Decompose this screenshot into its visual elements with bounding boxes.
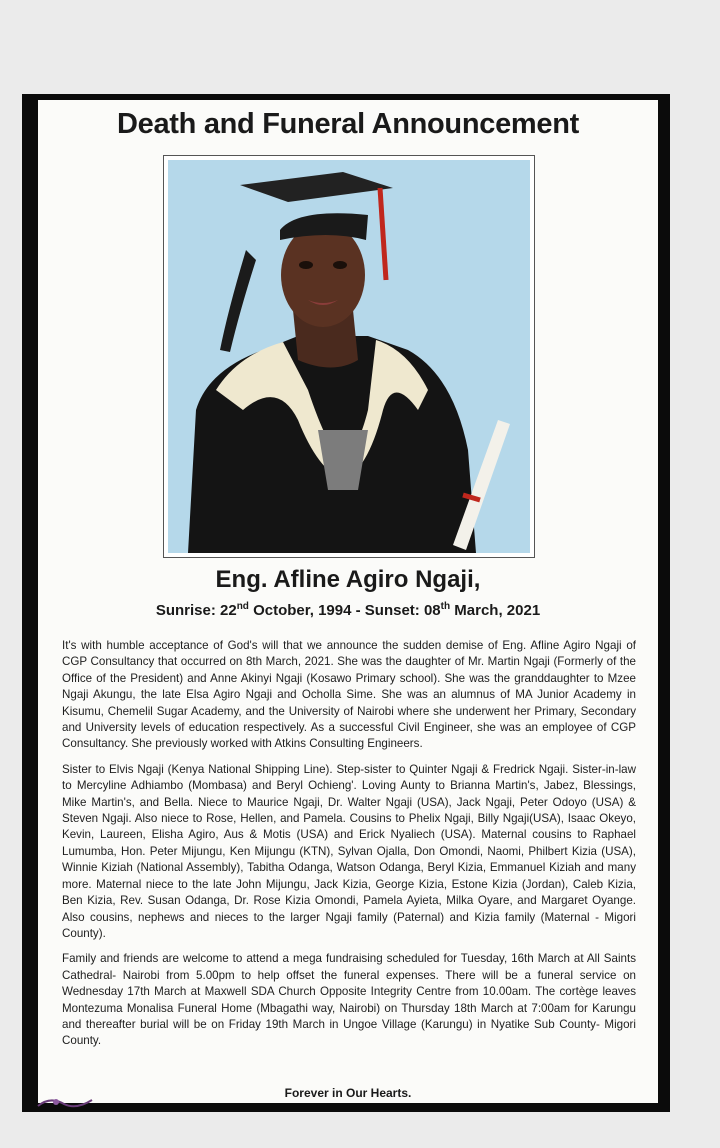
sunset-superscript: th: [440, 601, 451, 612]
obituary-paragraph: It's with humble acceptance of God's will that we announce the sudden demise of Eng. Afline Agiro Ngaji of CGP Consultancy that occurred on 8th March, 2021. She was the daughter of Mr. Martin Ngaji (Formerly of the Office of the President) and Anne Akinyi Ngaji (Kosawo Primary school). She was the granddaughter to Mzee Ngaji Akungu, the late Elsa Agiro Ngaji and Ocholla Sime. She was an alumnus of MA Junior Academy in Kisumu, Chemelil Sugar Academy, and the University of Nairobi where she underwent her Primary, Secondary and University levels of education respectively. As a successful Civil Engineer, she was an employee of CGP Consultancy. She previously worked with Atkins Consulting Engineers.: [62, 639, 636, 751]
announcement-body: [62, 638, 636, 1059]
portrait-frame: [163, 155, 535, 558]
sunset-text: October, 1994 - Sunset: 08: [248, 602, 441, 619]
announcement-page: [38, 100, 658, 1103]
portrait-illustration: [168, 160, 530, 553]
graduation-portrait-photo: [168, 160, 530, 553]
sunrise-text: Sunrise: 22: [155, 602, 237, 619]
family-paragraph: Sister to Elvis Ngaji (Kenya National Shipping Line). Step-sister to Quinter Ngaji & Fredrick Ngaji. Sister-in-law to Mercyline Adhiambo (Mombasa) and Beryl Ochieng'. Loving Aunty to Brianna Martin's, Jabez, Blessings, Mike Martin's, and Bella. Niece to Maurice Ngaji, Dr. Walter Ngaji (USA), Jack Ngaji, Peter Odoyo (USA) & Steven Ngaji. Also niece to Rose, Hellen, and Pamela. Cousins to Phelix Ngaji, Billy Ngaji(USA), Isaac Okeyo, Kevin, Laureen, Elisha Agiro, Aus & Motis (USA) and Erick Nyaliech (USA). Maternal cousins to Raphael Lumumba, Hon. Peter Mijungu, Ken Mijungu (KTN), Sylvan Ojalla, Don Omondi, Naomi, Philbert Kizia (USA), Winnie Kiziah (National Assembly), Tabitha Odanga, Watson Odanga, Beryl Kizia, Emmanuel Kiziah and many more. Maternal niece to the late John Mijungu, Jack Kizia, George Kizia, Estone Kizia (Jordan), Caleb Kizia, Ben Kizia, Rev. Susan Odanga, Dr. Rose Kizia Omondi, Pamela Ayieta, Milka Oyare, and Margaret Oyange. Also cousins, nephews and nieces to the larger Ngaji family (Paternal) and Kizia family (Maternal - Migori County).: [62, 762, 636, 940]
arrangements-paragraph: Family and friends are welcome to attend a mega fundraising scheduled for Tuesday, 16th March at All Saints Cathedral- Nairobi from 5.00pm to help offset the funeral expenses. There will be a funeral service on Wednesday 17th March at Maxwell SDA Church Opposite Integrity Centre from 10.00am. The cortège leaves Montezuma Monalisa Funeral Home (Mbagathi way, Nairobi) on Thursday 18th March at 7:00am for Karungu and thereafter burial will be on Friday 19th March in Ungoe Village (Karungu) in Nyatike Sub County- Migori County.: [62, 952, 636, 1048]
announcement-title: Death and Funeral Announcement: [116, 108, 580, 140]
sunset-year: March, 2021: [450, 602, 541, 619]
life-dates: [38, 601, 658, 619]
floral-ornament-icon: [36, 1092, 96, 1112]
sunrise-superscript: nd: [236, 601, 249, 612]
deceased-name: Eng. Afline Agiro Ngaji,: [215, 566, 481, 593]
closing-line: Forever in Our Hearts.: [284, 1086, 412, 1100]
